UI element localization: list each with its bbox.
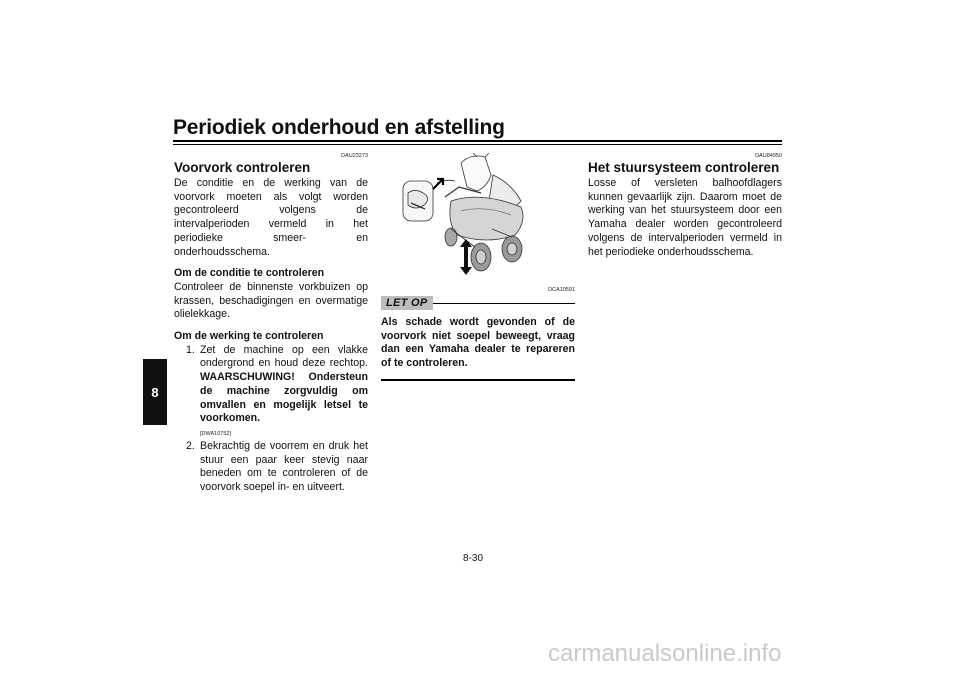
- list-item: [186, 344, 368, 440]
- warning-code: [DWA10752]: [200, 430, 231, 437]
- intro-paragraph: De conditie en de werking van de voorvork moeten als volgt worden gecontroleerd volgens de intervalperioden vermeld in het periodieke smeer- en onderhoudsschema.: [174, 177, 368, 258]
- page-number: 8-30: [463, 553, 484, 564]
- right-column: [588, 153, 782, 259]
- step-text: Bekrachtig de voorrem en druk het stuur een paar keer stevig naar beneden om te controleren of de voorvork soepel in- en uitveert.: [200, 439, 368, 494]
- caution-box: [381, 287, 575, 381]
- section-code: DAU23273: [341, 153, 368, 159]
- page-title: Periodiek onderhoud en afstelling: [173, 116, 505, 139]
- caution-label: LET OP: [381, 296, 433, 310]
- caution-header: [381, 296, 575, 310]
- steering-paragraph: Losse of versleten balhoofdlagers kunnen gevaarlijk zijn. Daarom moet de werking van het stuursysteem door een Yamaha dealer worden gecontroleerd volgens de intervalperioden vermeld in het periodieke onderhoudsschema.: [588, 177, 782, 258]
- condition-heading: Om de conditie te controleren: [174, 267, 325, 280]
- caution-code: DCA10591: [548, 287, 575, 293]
- warning-text: WAARSCHUWING! Ondersteun de machine zorgvuldig om omvallen en mogelijk letsel te voorkomen.: [200, 371, 368, 425]
- steps-list: [186, 344, 368, 495]
- chapter-tab: 8: [143, 359, 167, 425]
- section-heading: Voorvork controleren: [174, 160, 311, 175]
- step-number: 2.: [186, 439, 195, 452]
- list-item: [186, 440, 368, 495]
- header-rule-thin: [173, 144, 782, 145]
- header-rule: [173, 140, 782, 142]
- step-text: Zet de machine op een vlakke ondergrond en houd deze rechtop.: [200, 343, 368, 370]
- caution-rule: [433, 303, 575, 304]
- scooter-fork-illustration: [381, 153, 575, 283]
- section-heading: Het stuursysteem controleren: [588, 160, 780, 175]
- step-body: [200, 344, 368, 440]
- section-code: DAU84950: [755, 153, 782, 159]
- left-column: [174, 153, 368, 495]
- caution-text: Als schade wordt gevonden of de voorvork niet soepel beweegt, vraag dan een Yamaha dealer te repareren of te controleren.: [381, 316, 575, 370]
- caution-end-rule: [381, 379, 575, 381]
- operation-heading: Om de werking te controleren: [174, 330, 324, 343]
- condition-paragraph: Controleer de binnenste vorkbuizen op krassen, beschadigingen en overmatige olielekkage.: [174, 280, 368, 321]
- watermark: carmanualsonline.info: [548, 640, 782, 667]
- step-number: 1.: [186, 343, 195, 356]
